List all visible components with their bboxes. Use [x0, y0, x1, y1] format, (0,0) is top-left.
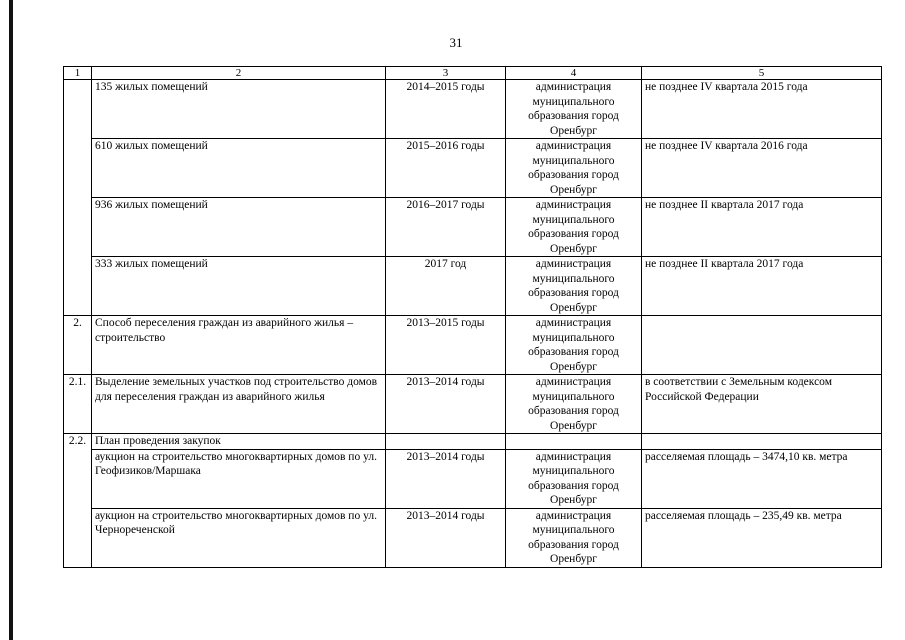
row-period-cell: 2014–2015 годы: [386, 80, 506, 139]
column-header: 5: [642, 67, 882, 80]
row-name-cell: Выделение земельных участков под строительство домов для переселения граждан из аварийного жилья: [92, 375, 386, 434]
row-period-cell: [386, 434, 506, 450]
row-period-cell: 2015–2016 годы: [386, 139, 506, 198]
row-period-cell: 2013–2014 годы: [386, 508, 506, 567]
row-number-cell: 2.1.: [64, 375, 92, 434]
column-header: 1: [64, 67, 92, 80]
row-name-cell: Способ переселения граждан из аварийного жилья – строительство: [92, 316, 386, 375]
row-name-cell: аукцион на строительство многоквартирных домов по ул. Геофизиков/Маршака: [92, 449, 386, 508]
row-note-cell: не позднее IV квартала 2016 года: [642, 139, 882, 198]
row-note-cell: не позднее IV квартала 2015 года: [642, 80, 882, 139]
row-note-cell: расселяемая площадь – 235,49 кв. метра: [642, 508, 882, 567]
row-executor-cell: администрация муниципального образования город Оренбург: [506, 375, 642, 434]
table-row: [64, 198, 882, 257]
row-period-cell: 2013–2014 годы: [386, 375, 506, 434]
table-row: [64, 434, 882, 450]
row-name-cell: 135 жилых помещений: [92, 80, 386, 139]
row-note-cell: [642, 434, 882, 450]
page-margin-bar: [9, 0, 13, 640]
table-row: [64, 316, 882, 375]
row-name-cell: 610 жилых помещений: [92, 139, 386, 198]
row-name-cell: аукцион на строительство многоквартирных домов по ул. Чернореченской: [92, 508, 386, 567]
row-note-cell: не позднее II квартала 2017 года: [642, 257, 882, 316]
row-executor-cell: администрация муниципального образования город Оренбург: [506, 316, 642, 375]
table-row: [64, 257, 882, 316]
row-note-cell: [642, 316, 882, 375]
column-header: 4: [506, 67, 642, 80]
page-number: 31: [449, 35, 463, 50]
row-note-cell: в соответствии с Земельным кодексом Российской Федерации: [642, 375, 882, 434]
column-header: 2: [92, 67, 386, 80]
row-period-cell: 2013–2014 годы: [386, 449, 506, 508]
column-header: 3: [386, 67, 506, 80]
row-executor-cell: администрация муниципального образования город Оренбург: [506, 449, 642, 508]
row-executor-cell: администрация муниципального образования город Оренбург: [506, 80, 642, 139]
row-executor-cell: администрация муниципального образования город Оренбург: [506, 257, 642, 316]
plan-table: [63, 66, 882, 568]
row-period-cell: 2016–2017 годы: [386, 198, 506, 257]
table-row: [64, 508, 882, 567]
row-period-cell: 2017 год: [386, 257, 506, 316]
table-row: [64, 449, 882, 508]
row-executor-cell: администрация муниципального образования город Оренбург: [506, 508, 642, 567]
row-name-cell: 333 жилых помещений: [92, 257, 386, 316]
table-row: [64, 375, 882, 434]
table-header-row: [64, 67, 882, 80]
row-executor-cell: администрация муниципального образования город Оренбург: [506, 139, 642, 198]
row-number-cell: [64, 80, 92, 316]
table-row: [64, 139, 882, 198]
row-executor-cell: администрация муниципального образования город Оренбург: [506, 198, 642, 257]
row-note-cell: расселяемая площадь – 3474,10 кв. метра: [642, 449, 882, 508]
row-name-cell: План проведения закупок: [92, 434, 386, 450]
table-row: [64, 80, 882, 139]
row-period-cell: 2013–2015 годы: [386, 316, 506, 375]
row-note-cell: не позднее II квартала 2017 года: [642, 198, 882, 257]
row-number-cell: 2.: [64, 316, 92, 375]
row-name-cell: 936 жилых помещений: [92, 198, 386, 257]
row-number-cell: 2.2.: [64, 434, 92, 568]
row-executor-cell: [506, 434, 642, 450]
